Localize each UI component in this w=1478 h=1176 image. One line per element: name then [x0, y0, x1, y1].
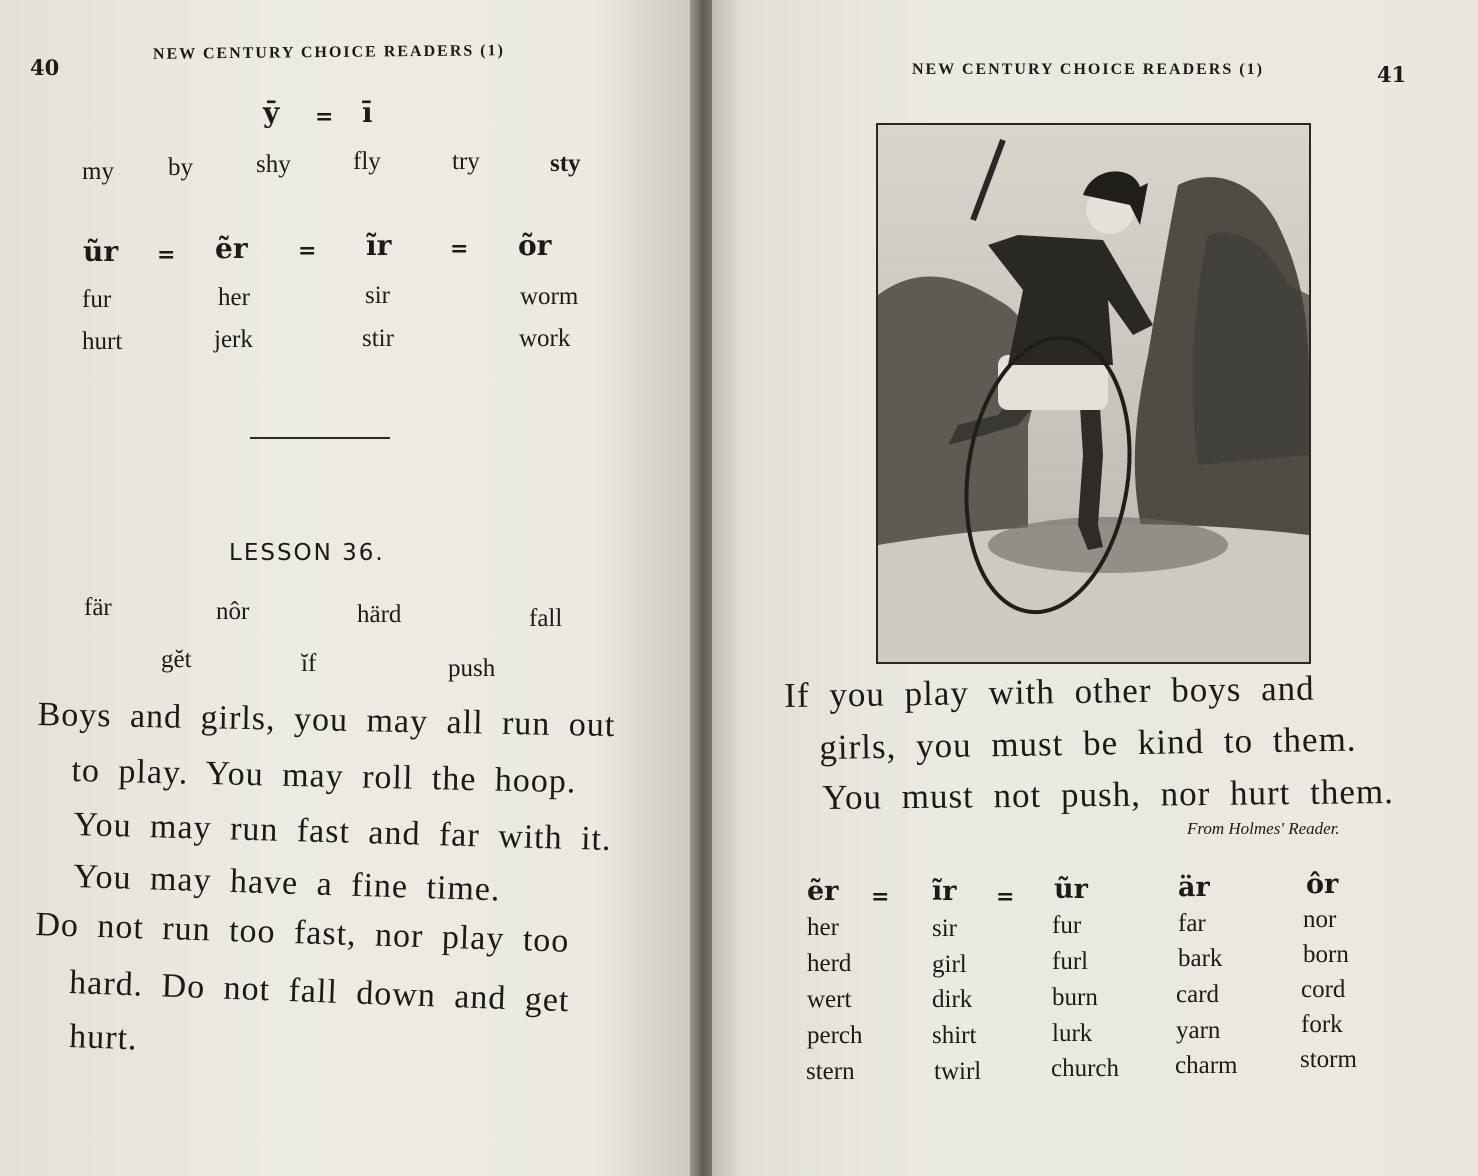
- table-cell: born: [1303, 941, 1349, 968]
- table-cell: her: [807, 914, 839, 941]
- story-line: Do not run too fast, nor play too: [34, 906, 570, 960]
- ur-rule-equals: =: [450, 236, 469, 262]
- ur-word: jerk: [214, 326, 253, 353]
- spelling-word: gĕt: [161, 646, 192, 673]
- table-cell: shirt: [932, 1022, 977, 1049]
- table-header: ũr: [1054, 874, 1088, 905]
- y-word: fly: [353, 148, 381, 175]
- ur-rule-symbol: ũr: [83, 235, 119, 268]
- table-cell: cord: [1301, 976, 1346, 1003]
- y-word: sty: [550, 150, 581, 177]
- table-cell: twirl: [934, 1058, 982, 1085]
- spelling-word: ĭf: [301, 650, 317, 677]
- table-cell: lurk: [1052, 1020, 1093, 1047]
- ur-word: her: [218, 284, 250, 311]
- ur-word: hurt: [82, 328, 123, 355]
- story-line: Boys and girls, you may all run out: [37, 696, 616, 745]
- table-cell: sir: [932, 915, 957, 942]
- story-line: hard. Do not fall down and get: [68, 964, 571, 1020]
- spelling-word: nôr: [216, 598, 250, 625]
- table-header: ĩr: [932, 876, 957, 907]
- story-line: If you play with other boys and: [784, 668, 1315, 715]
- er-rule-symbol: ẽr: [215, 232, 248, 265]
- story-line: hurt.: [68, 1018, 139, 1058]
- ur-word: stir: [362, 325, 394, 352]
- table-cell: charm: [1175, 1052, 1238, 1079]
- spelling-word: push: [448, 655, 496, 682]
- section-divider: [250, 437, 390, 439]
- running-head: NEW CENTURY CHOICE READERS (1): [912, 61, 1264, 78]
- y-word: my: [82, 158, 114, 185]
- table-equals: =: [996, 884, 1015, 910]
- ur-rule-equals: =: [157, 242, 176, 268]
- source-credit: From Holmes' Reader.: [1187, 819, 1340, 838]
- table-cell: fur: [1052, 912, 1082, 939]
- page-number: 41: [1377, 62, 1407, 87]
- y-rule-equals: =: [315, 104, 334, 130]
- ur-word: sir: [365, 282, 390, 309]
- story-line: You may run fast and far with it.: [72, 806, 613, 859]
- table-cell: card: [1176, 981, 1220, 1008]
- spelling-word: fall: [529, 605, 563, 632]
- table-cell: herd: [807, 950, 852, 977]
- or-rule-symbol: õr: [518, 229, 552, 262]
- table-cell: furl: [1052, 948, 1089, 975]
- y-word: by: [168, 154, 193, 181]
- table-cell: girl: [932, 951, 967, 978]
- y-rule-symbol-a: ȳ: [263, 96, 280, 129]
- table-cell: stern: [806, 1058, 855, 1085]
- ur-word: work: [519, 325, 571, 352]
- spelling-word: fär: [84, 594, 112, 621]
- ur-rule-equals: =: [298, 238, 317, 264]
- ur-word: worm: [520, 283, 579, 310]
- spelling-word: härd: [357, 601, 402, 628]
- left-page: [0, 0, 700, 1176]
- y-rule-symbol-b: ī: [362, 96, 373, 129]
- table-header: är: [1178, 872, 1210, 903]
- table-cell: burn: [1052, 984, 1098, 1011]
- story-line: You must not push, nor hurt them.: [822, 772, 1395, 817]
- illustration-image: [878, 125, 1309, 662]
- page-number: 40: [30, 55, 60, 80]
- table-cell: perch: [807, 1022, 863, 1049]
- table-cell: fork: [1301, 1011, 1343, 1038]
- boy-hoop-illustration: [876, 123, 1311, 664]
- story-line: You may have a fine time.: [72, 858, 502, 909]
- lesson-title: LESSON 36.: [229, 540, 385, 566]
- table-header: ẽr: [807, 876, 839, 907]
- table-cell: storm: [1300, 1046, 1357, 1073]
- table-cell: bark: [1178, 945, 1223, 972]
- table-header: ôr: [1306, 869, 1339, 900]
- table-cell: far: [1178, 910, 1206, 937]
- story-line: girls, you must be kind to them.: [819, 719, 1357, 767]
- y-word: try: [452, 148, 480, 175]
- story-line: to play. You may roll the hoop.: [71, 752, 577, 801]
- ur-word: fur: [82, 286, 112, 313]
- table-cell: nor: [1303, 906, 1337, 933]
- table-cell: dirk: [932, 986, 973, 1013]
- table-equals: =: [871, 884, 890, 910]
- table-cell: yarn: [1176, 1017, 1221, 1044]
- running-head: NEW CENTURY CHOICE READERS (1): [152, 42, 505, 63]
- y-word: shy: [256, 151, 291, 178]
- table-cell: church: [1051, 1055, 1120, 1082]
- table-cell: wert: [807, 986, 852, 1013]
- ir-rule-symbol: ĩr: [366, 229, 392, 262]
